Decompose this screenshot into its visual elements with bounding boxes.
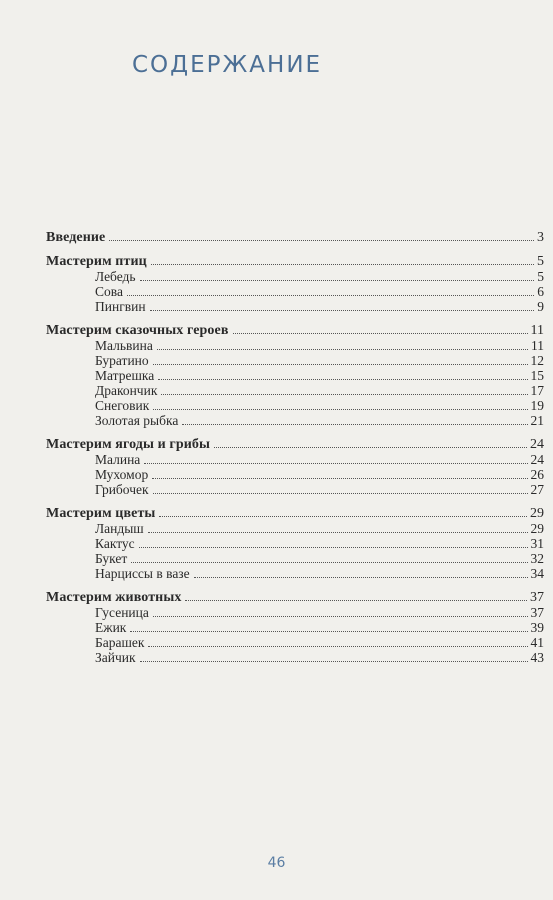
toc-entry[interactable]	[46, 536, 544, 551]
toc-entry[interactable]	[46, 413, 544, 428]
toc-section-intro	[46, 230, 544, 245]
dot-leader	[185, 600, 527, 601]
toc-section	[46, 506, 544, 581]
toc-entry-page: 39	[530, 620, 544, 635]
toc-entry-page: 17	[530, 383, 544, 398]
toc-entry-title: Пингвин	[95, 299, 146, 314]
toc-section	[46, 590, 544, 665]
dot-leader	[139, 547, 528, 548]
dot-leader	[194, 577, 528, 578]
dot-leader	[158, 379, 527, 380]
dot-leader	[150, 310, 535, 311]
toc-entry-page: 34	[530, 566, 544, 581]
toc-entry-page: 32	[530, 551, 544, 566]
toc-section-header[interactable]	[46, 590, 544, 605]
dot-leader	[127, 295, 534, 296]
toc-entry-title: Золотая рыбка	[95, 413, 179, 428]
toc-entry-title: Мухомор	[95, 467, 149, 482]
dot-leader	[144, 463, 527, 464]
toc-entry-page: 43	[530, 650, 544, 665]
toc-entry-title: Лебедь	[95, 269, 136, 284]
toc-section-page: 37	[530, 590, 544, 605]
dot-leader	[159, 516, 527, 517]
dot-leader	[140, 661, 528, 662]
toc-section-header[interactable]	[46, 254, 544, 269]
toc-entry-title: Ежик	[95, 620, 127, 635]
page-number: 46	[267, 855, 286, 871]
toc-entry[interactable]	[46, 551, 544, 566]
toc-entry[interactable]	[46, 398, 544, 413]
toc-entry-page: 11	[531, 338, 544, 353]
toc-entry[interactable]	[46, 467, 544, 482]
toc-entry-title: Гусеница	[95, 605, 149, 620]
toc-entry[interactable]	[46, 650, 544, 665]
toc-section-title: Мастерим цветы	[46, 506, 156, 521]
dot-leader	[148, 532, 528, 533]
toc-entry-page: 15	[530, 368, 544, 383]
toc-entry-title: Буратино	[95, 353, 149, 368]
toc-section-title: Мастерим животных	[46, 590, 182, 605]
toc-section-title: Мастерим сказочных героев	[46, 323, 229, 338]
toc-entry-title: Сова	[95, 284, 123, 299]
toc-entry[interactable]	[46, 269, 544, 284]
toc-entry-page: 27	[530, 482, 544, 497]
toc-entry[interactable]	[46, 284, 544, 299]
toc-section	[46, 254, 544, 314]
dot-leader	[148, 646, 527, 647]
toc-entry[interactable]	[46, 353, 544, 368]
toc-entry[interactable]	[46, 482, 544, 497]
toc-entry-page: 6	[537, 284, 544, 299]
toc-entry-page: 41	[530, 635, 544, 650]
toc-entry[interactable]	[46, 566, 544, 581]
toc-entry[interactable]	[46, 620, 544, 635]
dot-leader	[152, 478, 527, 479]
page-title: СОДЕРЖАНИЕ	[132, 52, 323, 78]
toc-entry-page: 19	[530, 398, 544, 413]
toc-entry-title: Матрешка	[95, 368, 155, 383]
dot-leader	[153, 364, 528, 365]
toc-entry-page: 3	[537, 230, 544, 245]
dot-leader	[153, 616, 528, 617]
dot-leader	[151, 264, 534, 265]
table-of-contents	[46, 230, 544, 674]
toc-entry-page: 12	[530, 353, 544, 368]
toc-entry-page: 26	[530, 467, 544, 482]
toc-section-page: 5	[537, 254, 544, 269]
toc-section-page: 11	[530, 323, 544, 338]
toc-entry-page: 31	[530, 536, 544, 551]
toc-entry[interactable]	[46, 368, 544, 383]
toc-entry-title: Ландыш	[95, 521, 144, 536]
dot-leader	[153, 409, 527, 410]
toc-entry-title: Дракончик	[95, 383, 158, 398]
toc-entry-title: Мальвина	[95, 338, 153, 353]
toc-entry-page: 9	[537, 299, 544, 314]
dot-leader	[214, 447, 527, 448]
dot-leader	[233, 333, 528, 334]
toc-section-title: Мастерим птиц	[46, 254, 147, 269]
toc-entry-title: Барашек	[95, 635, 145, 650]
toc-entry-title: Снеговик	[95, 398, 150, 413]
toc-entry-page: 24	[530, 452, 544, 467]
toc-entry[interactable]	[46, 452, 544, 467]
toc-entry-page: 29	[530, 521, 544, 536]
toc-entry[interactable]	[46, 299, 544, 314]
toc-entry-title: Малина	[95, 452, 141, 467]
toc-entry-title: Букет	[95, 551, 128, 566]
toc-section-title: Мастерим ягоды и грибы	[46, 437, 211, 452]
dot-leader	[109, 240, 534, 241]
toc-section-page: 24	[530, 437, 544, 452]
toc-section-page: 29	[530, 506, 544, 521]
toc-section-header[interactable]	[46, 323, 544, 338]
dot-leader	[161, 394, 527, 395]
toc-entry-title: Зайчик	[95, 650, 136, 665]
dot-leader	[140, 280, 535, 281]
toc-entry[interactable]	[46, 338, 544, 353]
toc-entry[interactable]	[46, 605, 544, 620]
toc-entry-title: Кактус	[95, 536, 135, 551]
toc-entry-title: Введение	[46, 230, 106, 245]
dot-leader	[157, 349, 528, 350]
toc-entry-title: Нарциссы в вазе	[95, 566, 190, 581]
toc-entry-title: Грибочек	[95, 482, 149, 497]
dot-leader	[131, 562, 527, 563]
dot-leader	[130, 631, 527, 632]
toc-section-header[interactable]	[46, 506, 544, 521]
toc-entry-intro[interactable]	[46, 230, 544, 245]
toc-section-header[interactable]	[46, 437, 544, 452]
toc-entry[interactable]	[46, 635, 544, 650]
toc-entry-page: 37	[530, 605, 544, 620]
toc-entry[interactable]	[46, 383, 544, 398]
dot-leader	[182, 424, 527, 425]
toc-entry-page: 5	[537, 269, 544, 284]
toc-section	[46, 323, 544, 428]
toc-section	[46, 437, 544, 497]
toc-entry-page: 21	[530, 413, 544, 428]
toc-entry[interactable]	[46, 521, 544, 536]
dot-leader	[153, 493, 528, 494]
